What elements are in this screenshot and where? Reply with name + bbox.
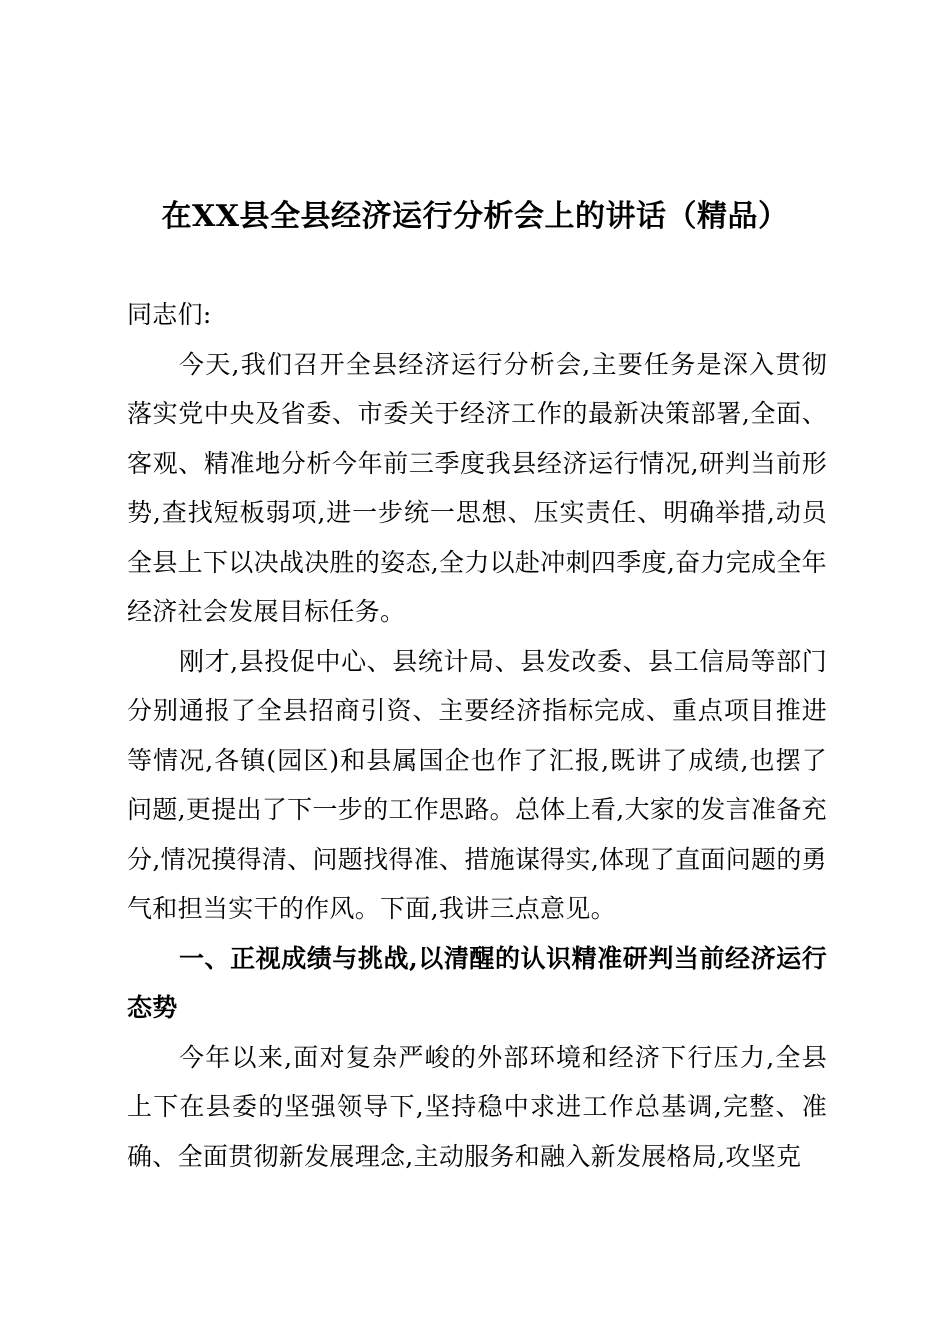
paragraph-opening: 今天,我们召开全县经济运行分析会,主要任务是深入贯彻落实党中央及省委、市委关于经济工作的最新决策部署,全面、客观、精准地分析今年前三季度我县经济运行情况,研判当前形势,查找短板弱项,进一步统一思想、压实责任、明确举措,动员全县上下以决战决胜的姿态,全力以赴冲刺四季度,奋力完成全年经济社会发展目标任务。 [127,349,827,626]
document-title: 在XX县全县经济运行分析会上的讲话（精品） [161,199,789,234]
document-body [127,290,827,1181]
paragraph-section-1: 今年以来,面对复杂严峻的外部环境和经济下行压力,全县上下在县委的坚强领导下,坚持稳中求进工作总基调,完整、准确、全面贯彻新发展理念,主动服务和融入新发展格局,攻坚克 [127,1042,827,1171]
paragraph-reports: 刚才,县投促中心、县统计局、县发改委、县工信局等部门分别通报了全县招商引资、主要经济指标完成、重点项目推进等情况,各镇(园区)和县属国企也作了汇报,既讲了成绩,也摆了问题,更提出了下一步的工作思路。总体上看,大家的发言准备充分,情况摸得清、问题找得准、措施谋得实,体现了直面问题的勇气和担当实干的作风。下面,我讲三点意见。 [127,646,827,923]
section-heading-1: 一、正视成绩与挑战,以清醒的认识精准研判当前经济运行态势 [127,943,827,1022]
salutation: 同志们: [127,300,212,329]
